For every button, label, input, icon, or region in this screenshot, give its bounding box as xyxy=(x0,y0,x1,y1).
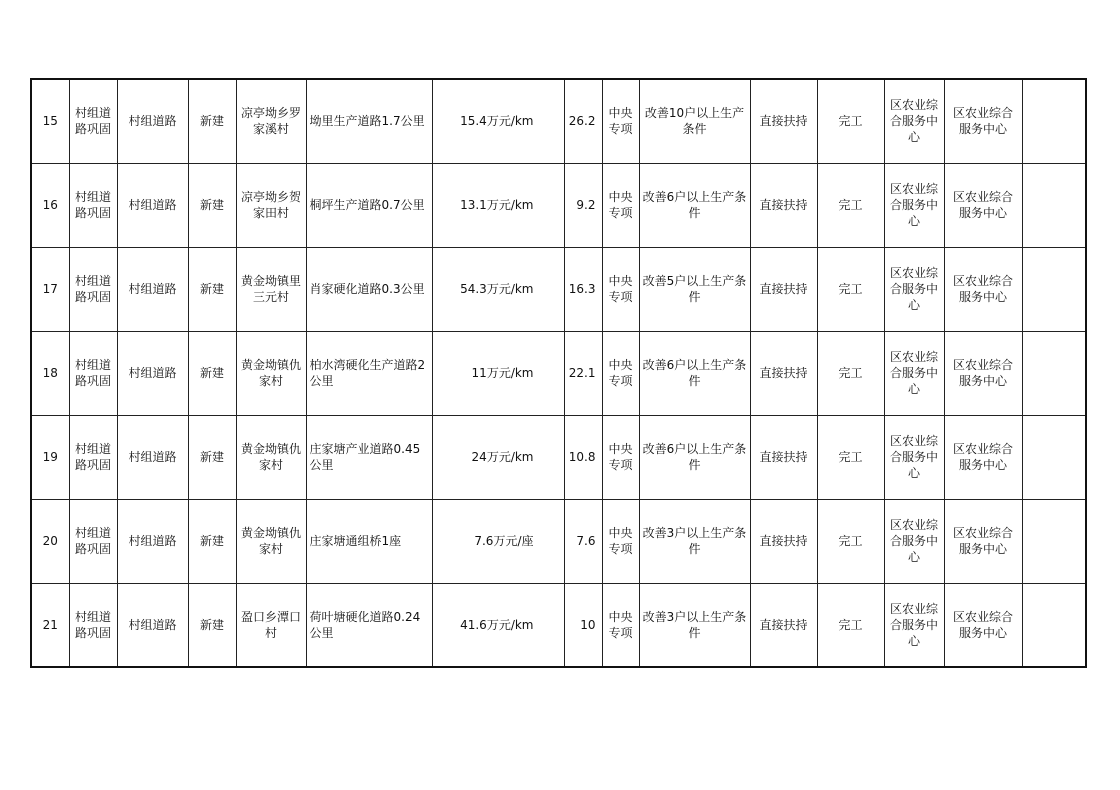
unit-cost-cell: 15.4万元/km xyxy=(432,79,564,163)
benefit-cell: 改善10户以上生产条件 xyxy=(639,79,750,163)
responsible-unit-cell: 区农业综合服务中心 xyxy=(944,79,1022,163)
benefit-cell: 改善6户以上生产条件 xyxy=(639,163,750,247)
funds-cell: 9.2 xyxy=(564,163,602,247)
unit-cost-cell: 24万元/km xyxy=(432,415,564,499)
unit-cost-cell: 54.3万元/km xyxy=(432,247,564,331)
fund-source-cell: 中央专项 xyxy=(602,79,639,163)
construction-nature-cell: 新建 xyxy=(188,499,236,583)
support-mode-cell: 直接扶持 xyxy=(750,163,817,247)
status-cell: 完工 xyxy=(817,415,884,499)
location-cell: 凉亭坳乡贺家田村 xyxy=(236,163,306,247)
remarks-cell xyxy=(1022,247,1086,331)
responsible-unit-cell: 区农业综合服务中心 xyxy=(944,163,1022,247)
benefit-cell: 改善6户以上生产条件 xyxy=(639,415,750,499)
construction-nature-cell: 新建 xyxy=(188,583,236,667)
location-cell: 凉亭坳乡罗家溪村 xyxy=(236,79,306,163)
table-row xyxy=(31,415,1086,499)
construction-content-cell: 桐坪生产道路0.7公里 xyxy=(306,163,432,247)
construction-content-cell: 荷叶塘硬化道路0.24公里 xyxy=(306,583,432,667)
row-number: 15 xyxy=(31,79,69,163)
construction-content-cell: 柏水湾硬化生产道路2公里 xyxy=(306,331,432,415)
category-cell: 村组道路巩固 xyxy=(69,583,117,667)
construction-nature-cell: 新建 xyxy=(188,247,236,331)
project-type-cell: 村组道路 xyxy=(117,415,188,499)
status-cell: 完工 xyxy=(817,499,884,583)
support-mode-cell: 直接扶持 xyxy=(750,79,817,163)
remarks-cell xyxy=(1022,415,1086,499)
construction-nature-cell: 新建 xyxy=(188,415,236,499)
funds-cell: 10.8 xyxy=(564,415,602,499)
responsible-unit-cell: 区农业综合服务中心 xyxy=(944,247,1022,331)
row-number: 17 xyxy=(31,247,69,331)
funds-cell: 22.1 xyxy=(564,331,602,415)
construction-nature-cell: 新建 xyxy=(188,163,236,247)
unit-cost-cell: 7.6万元/座 xyxy=(432,499,564,583)
status-cell: 完工 xyxy=(817,247,884,331)
funds-cell: 7.6 xyxy=(564,499,602,583)
project-table xyxy=(30,78,1087,668)
project-type-cell: 村组道路 xyxy=(117,331,188,415)
benefit-cell: 改善3户以上生产条件 xyxy=(639,583,750,667)
category-cell: 村组道路巩固 xyxy=(69,247,117,331)
row-number: 21 xyxy=(31,583,69,667)
table-row xyxy=(31,247,1086,331)
support-mode-cell: 直接扶持 xyxy=(750,583,817,667)
fund-source-cell: 中央专项 xyxy=(602,163,639,247)
support-mode-cell: 直接扶持 xyxy=(750,247,817,331)
responsible-unit-cell: 区农业综合服务中心 xyxy=(944,583,1022,667)
funds-cell: 26.2 xyxy=(564,79,602,163)
location-cell: 黄金坳镇仇家村 xyxy=(236,499,306,583)
implementing-org-cell: 区农业综合服务中心 xyxy=(884,247,944,331)
status-cell: 完工 xyxy=(817,331,884,415)
status-cell: 完工 xyxy=(817,163,884,247)
construction-nature-cell: 新建 xyxy=(188,79,236,163)
benefit-cell: 改善3户以上生产条件 xyxy=(639,499,750,583)
fund-source-cell: 中央专项 xyxy=(602,415,639,499)
location-cell: 盈口乡潭口村 xyxy=(236,583,306,667)
location-cell: 黄金坳镇仇家村 xyxy=(236,415,306,499)
benefit-cell: 改善6户以上生产条件 xyxy=(639,331,750,415)
funds-cell: 10 xyxy=(564,583,602,667)
remarks-cell xyxy=(1022,331,1086,415)
responsible-unit-cell: 区农业综合服务中心 xyxy=(944,415,1022,499)
remarks-cell xyxy=(1022,583,1086,667)
fund-source-cell: 中央专项 xyxy=(602,499,639,583)
project-type-cell: 村组道路 xyxy=(117,163,188,247)
remarks-cell xyxy=(1022,499,1086,583)
status-cell: 完工 xyxy=(817,79,884,163)
benefit-cell: 改善5户以上生产条件 xyxy=(639,247,750,331)
row-number: 20 xyxy=(31,499,69,583)
funds-cell: 16.3 xyxy=(564,247,602,331)
implementing-org-cell: 区农业综合服务中心 xyxy=(884,79,944,163)
project-type-cell: 村组道路 xyxy=(117,247,188,331)
construction-content-cell: 庄家塘通组桥1座 xyxy=(306,499,432,583)
row-number: 16 xyxy=(31,163,69,247)
category-cell: 村组道路巩固 xyxy=(69,499,117,583)
construction-nature-cell: 新建 xyxy=(188,331,236,415)
construction-content-cell: 坳里生产道路1.7公里 xyxy=(306,79,432,163)
implementing-org-cell: 区农业综合服务中心 xyxy=(884,331,944,415)
table-row xyxy=(31,583,1086,667)
unit-cost-cell: 41.6万元/km xyxy=(432,583,564,667)
table-row xyxy=(31,79,1086,163)
implementing-org-cell: 区农业综合服务中心 xyxy=(884,415,944,499)
support-mode-cell: 直接扶持 xyxy=(750,499,817,583)
support-mode-cell: 直接扶持 xyxy=(750,331,817,415)
fund-source-cell: 中央专项 xyxy=(602,331,639,415)
project-type-cell: 村组道路 xyxy=(117,499,188,583)
unit-cost-cell: 11万元/km xyxy=(432,331,564,415)
implementing-org-cell: 区农业综合服务中心 xyxy=(884,163,944,247)
support-mode-cell: 直接扶持 xyxy=(750,415,817,499)
table-row xyxy=(31,499,1086,583)
unit-cost-cell: 13.1万元/km xyxy=(432,163,564,247)
project-type-cell: 村组道路 xyxy=(117,79,188,163)
remarks-cell xyxy=(1022,163,1086,247)
fund-source-cell: 中央专项 xyxy=(602,583,639,667)
responsible-unit-cell: 区农业综合服务中心 xyxy=(944,331,1022,415)
construction-content-cell: 庄家塘产业道路0.45公里 xyxy=(306,415,432,499)
category-cell: 村组道路巩固 xyxy=(69,79,117,163)
responsible-unit-cell: 区农业综合服务中心 xyxy=(944,499,1022,583)
implementing-org-cell: 区农业综合服务中心 xyxy=(884,583,944,667)
category-cell: 村组道路巩固 xyxy=(69,331,117,415)
location-cell: 黄金坳镇里三元村 xyxy=(236,247,306,331)
row-number: 18 xyxy=(31,331,69,415)
construction-content-cell: 肖家硬化道路0.3公里 xyxy=(306,247,432,331)
fund-source-cell: 中央专项 xyxy=(602,247,639,331)
implementing-org-cell: 区农业综合服务中心 xyxy=(884,499,944,583)
table-row xyxy=(31,331,1086,415)
location-cell: 黄金坳镇仇家村 xyxy=(236,331,306,415)
category-cell: 村组道路巩固 xyxy=(69,415,117,499)
remarks-cell xyxy=(1022,79,1086,163)
table-row xyxy=(31,163,1086,247)
category-cell: 村组道路巩固 xyxy=(69,163,117,247)
row-number: 19 xyxy=(31,415,69,499)
status-cell: 完工 xyxy=(817,583,884,667)
project-type-cell: 村组道路 xyxy=(117,583,188,667)
